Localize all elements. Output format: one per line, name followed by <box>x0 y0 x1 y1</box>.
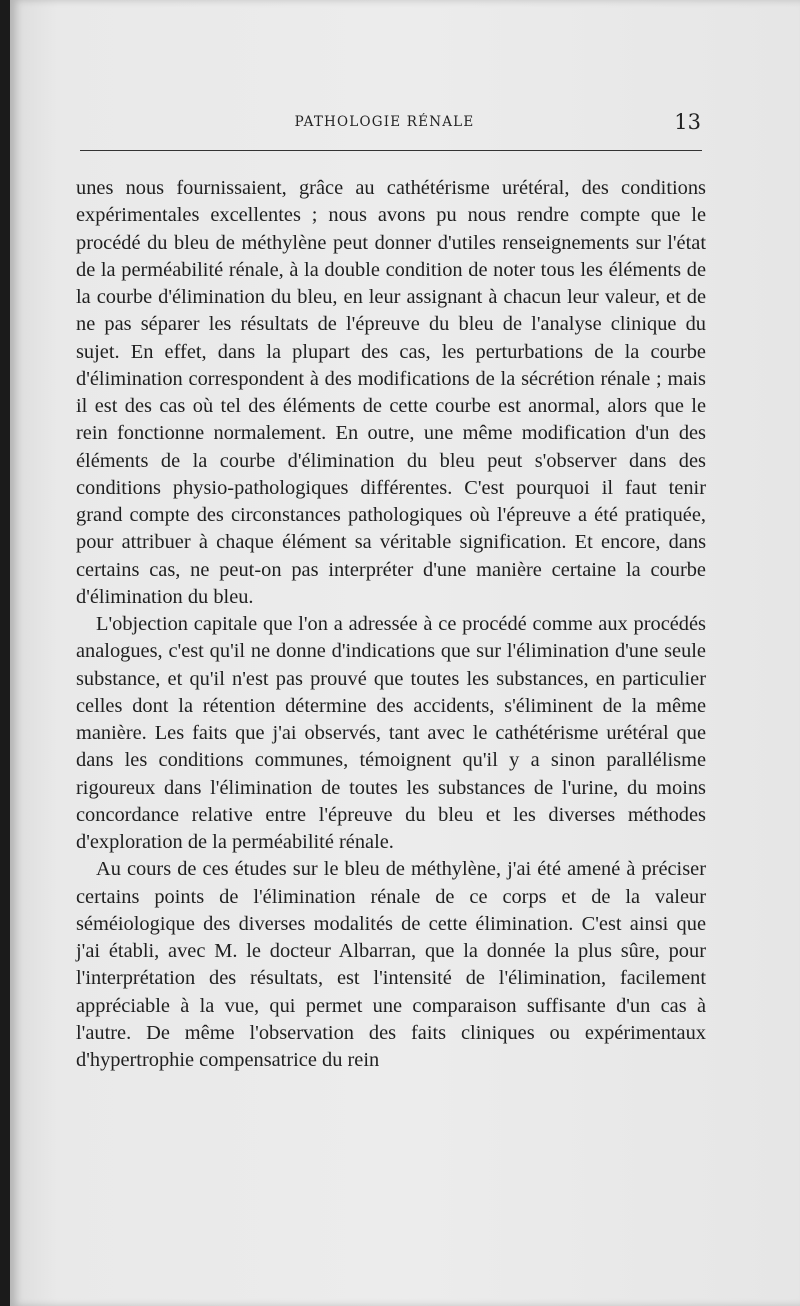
page-number: 13 <box>674 110 701 134</box>
paragraph-studies: Au cours de ces études sur le bleu de méthylène, j'ai été amené à préciser certains points de l'élimination rénale de ce corps et de la valeur séméiologique des diverses modalités de cette élimination. C'est ainsi que j'ai établi, avec M. le docteur Albarran, que la donnée la plus sûre, pour l'interprétation des résultats, est l'intensité de l'élimination, facilement appréciable à la vue, qui permet une comparaison suffisante d'un cas à l'autre. De même l'observation des faits cliniques ou expérimentaux d'hypertrophie compensatrice du rein <box>76 858 706 1071</box>
paragraph-continued: unes nous fournissaient, grâce au cathétérisme urétéral, des conditions expérimentales excellentes ; nous avons pu nous rendre compte que le procédé du bleu de méthylène peut donner d'utiles renseignements sur l'état de la perméabilité rénale, à la double condition de noter tous les éléments de la courbe d'élimination du bleu, en leur assignant à chacun leur valeur, et de ne pas séparer les résultats de l'épreuve du bleu de l'analyse clinique du sujet. En effet, dans la plupart des cas, les perturbations de la courbe d'élimination correspondent à des modifications de la sécrétion rénale ; mais il est des cas où tel des éléments de cette courbe est anormal, alors que le rein fonctionne normalement. En outre, une même modification d'un des éléments de la courbe d'élimination du bleu peut s'observer dans des conditions physio-pathologiques différentes. C'est pourquoi il faut tenir grand compte des circonstances pathologiques où l'épreuve a été pratiquée, pour attribuer à chaque élément sa véritable signification. Et encore, dans certains cas, ne peut-on pas interpréter d'une manière certaine la courbe d'élimination du bleu. <box>76 177 706 608</box>
running-title: PATHOLOGIE RÉNALE <box>294 114 475 130</box>
book-page <box>10 0 800 1306</box>
paragraph-objection: L'objection capitale que l'on a adressée à ce procédé comme aux procédés analogues, c'est qu'il ne donne d'indications que sur l'élimination d'une seule substance, et qu'il n'est pas prouvé que toutes les substances, en particulier celles dont la rétention détermine des accidents, s'éliminent de la même manière. Les faits que j'ai observés, tant avec le cathétérisme urétéral que dans les conditions communes, témoignent qu'il y a sinon parallélisme rigoureux dans l'élimination de toutes les substances de l'urine, du moins concordance relative entre l'épreuve du bleu et les diverses méthodes d'exploration de la perméabilité rénale. <box>76 613 706 853</box>
page-header <box>66 112 703 136</box>
header-rule <box>80 150 702 151</box>
body-text <box>76 175 706 1074</box>
